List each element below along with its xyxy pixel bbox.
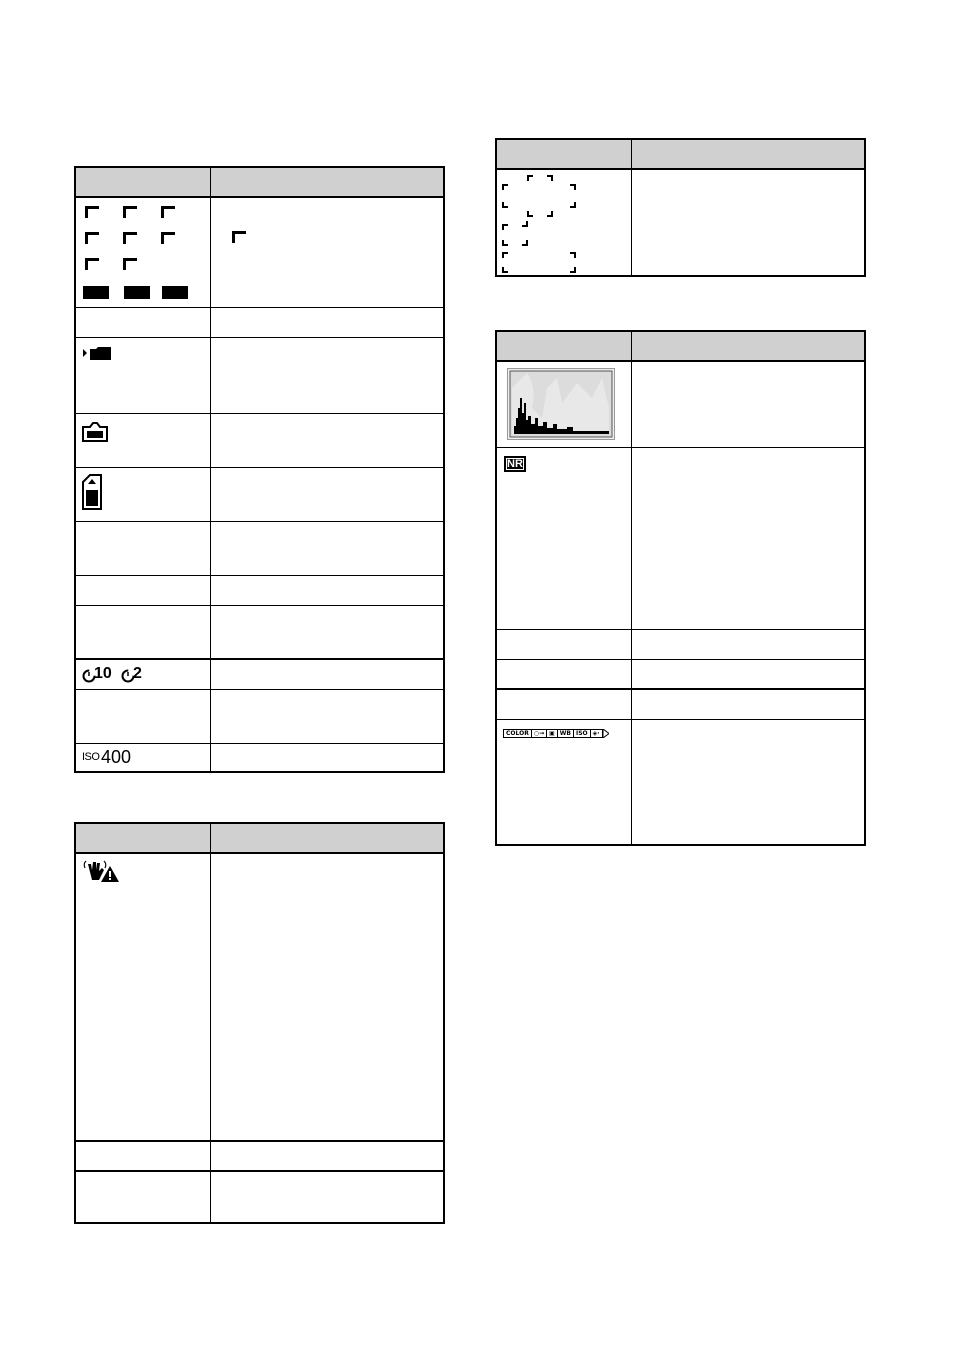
image-size-icon: [85, 258, 99, 270]
table-row: [497, 170, 864, 277]
af-frame-icon: [547, 211, 553, 217]
table-header: [497, 140, 864, 170]
image-size-icon: [232, 231, 246, 243]
memory-card-icon: [82, 474, 102, 510]
table-row: [497, 690, 864, 720]
af-frame-icon: [502, 184, 508, 190]
camera-shake-warning-icon: [82, 858, 120, 884]
af-frame-icon: [570, 267, 576, 273]
table-row: [76, 522, 443, 576]
menu-sharpness-icon: ◈·: [590, 729, 603, 738]
column-divider: [631, 140, 632, 275]
table-row: [76, 468, 443, 522]
menu-color-icon: COLOR: [503, 729, 532, 738]
af-frame-icon: [570, 252, 576, 258]
image-quality-icon: [124, 286, 150, 299]
column-divider: [631, 332, 632, 844]
table-row: [497, 720, 864, 846]
noise-reduction-icon: NR: [504, 456, 526, 472]
table-row: [497, 448, 864, 630]
iso-value: 400: [101, 747, 132, 767]
af-frame-icon: [527, 175, 533, 181]
af-frame-icon: [502, 267, 508, 273]
menu-metering-icon: ▣: [546, 729, 558, 738]
table-row: [76, 606, 443, 660]
table-row: [497, 362, 864, 448]
image-size-icon: [161, 232, 175, 244]
image-quality-icon: [83, 286, 109, 299]
af-frame-icon: [502, 202, 508, 208]
image-size-icon: [85, 206, 99, 218]
histogram-icon: [507, 368, 615, 440]
image-quality-icon: [162, 286, 188, 299]
folder-record-icon: [83, 346, 113, 362]
table-row: [76, 690, 443, 744]
table-left-bottom: [74, 822, 445, 1224]
table-row: [76, 660, 443, 690]
table-row: [76, 414, 443, 468]
menu-wb-icon: WB: [557, 729, 574, 738]
af-frame-icon: [502, 224, 508, 230]
table-right-bottom: [495, 330, 866, 846]
image-size-icon: [85, 232, 99, 244]
af-frame-icon: [502, 240, 508, 246]
iso-icon: ISO: [82, 751, 100, 763]
table-row: [76, 198, 443, 308]
table-row: [76, 308, 443, 338]
table-row: [76, 744, 443, 773]
column-divider: [210, 824, 211, 1222]
table-row: [76, 576, 443, 606]
table-row: [76, 1142, 443, 1172]
image-size-icon: [123, 258, 137, 270]
table-left-top: [74, 166, 445, 773]
table-row: [76, 1172, 443, 1224]
self-timer-2-label: 2: [133, 665, 142, 682]
menu-arrow-icon: [603, 729, 609, 738]
table-row: [497, 660, 864, 690]
menu-scene-icon: ○→: [531, 729, 547, 738]
table-row: [76, 854, 443, 1142]
table-row: [497, 630, 864, 660]
af-frame-icon: [502, 252, 508, 258]
af-frame-icon: [570, 184, 576, 190]
image-size-icon: [123, 206, 137, 218]
image-size-icon: [123, 232, 137, 244]
column-divider: [210, 168, 211, 771]
af-frame-icon: [547, 175, 553, 181]
internal-memory-icon: [82, 422, 108, 442]
table-header: [497, 332, 864, 362]
image-size-icon: [161, 206, 175, 218]
af-frame-icon: [522, 221, 528, 227]
table-header: [76, 824, 443, 854]
af-frame-icon: [570, 202, 576, 208]
table-header: [76, 168, 443, 198]
table-row: [76, 338, 443, 414]
menu-iso-icon: ISO: [573, 729, 591, 738]
af-frame-icon: [522, 240, 528, 246]
table-right-top: [495, 138, 866, 277]
self-timer-10-label: 10: [94, 665, 112, 682]
af-frame-icon: [527, 211, 533, 217]
menu-bar-icon: [503, 729, 609, 738]
